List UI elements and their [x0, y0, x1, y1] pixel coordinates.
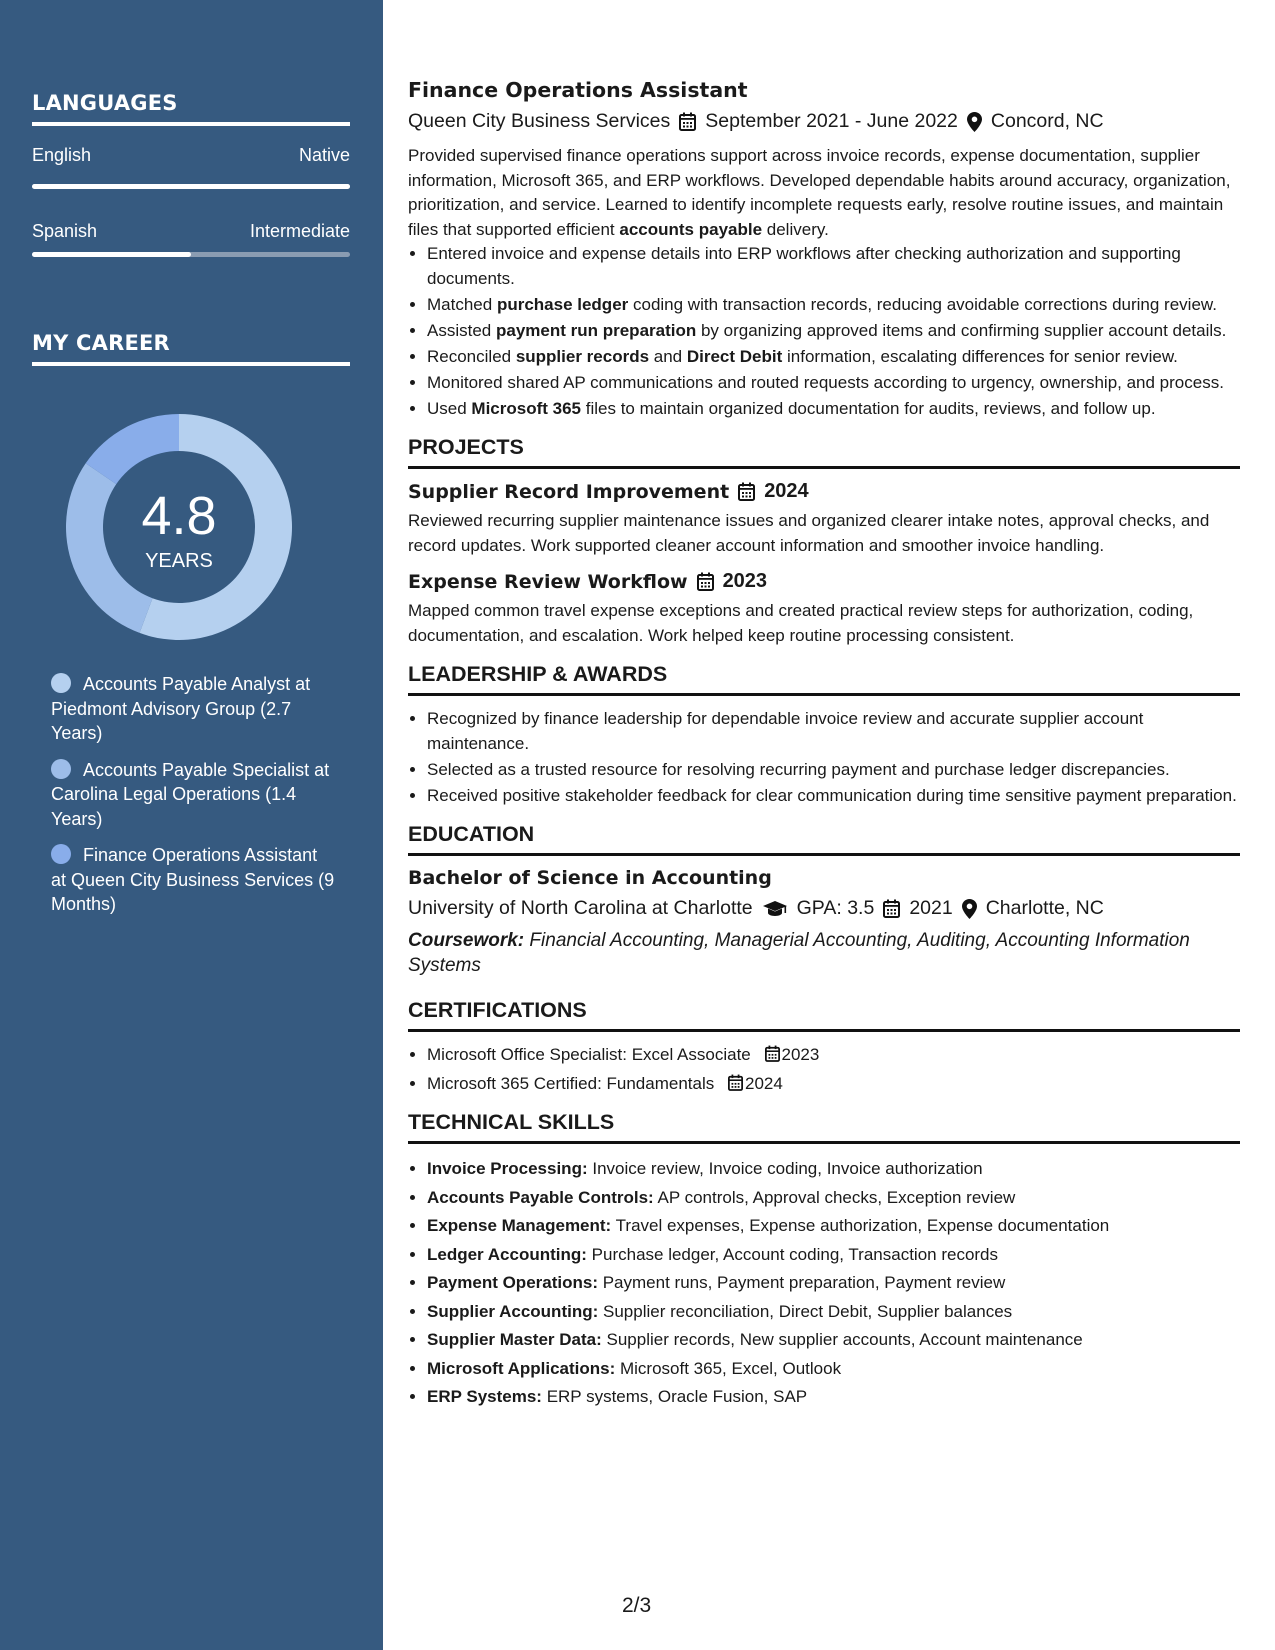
certification-name: Microsoft 365 Certified: Fundamentals: [427, 1073, 715, 1093]
skill-category: ERP Systems:: [427, 1387, 542, 1406]
education-meta: [408, 897, 1240, 920]
calendar-icon: [765, 1045, 780, 1062]
language-row-english: [32, 145, 350, 166]
career-item: [51, 843, 336, 917]
bullet-text: information, escalating differences for senior review.: [782, 346, 1178, 366]
job-dates: September 2021 - June 2022: [705, 110, 958, 132]
calendar-icon: [728, 1074, 743, 1091]
language-bar-english: [32, 184, 350, 189]
company-name: Queen City Business Services: [408, 110, 671, 132]
skill-category: Microsoft Applications:: [427, 1358, 616, 1378]
skill-category: Expense Management:: [427, 1216, 612, 1235]
skill-item: [427, 1298, 1240, 1325]
skill-item: [427, 1269, 1240, 1296]
skill-item: [427, 1212, 1240, 1239]
calendar-icon: [679, 112, 696, 131]
bullet-text: Entered invoice and expense details into ERP workflows after checking authorization and supporting documents.: [427, 244, 1181, 288]
bullet-text: and: [649, 346, 687, 366]
job-meta: [408, 110, 1240, 133]
language-level: Intermediate: [249, 221, 350, 241]
location-pin-icon: [962, 899, 977, 919]
job-bullet: [427, 371, 1240, 396]
calendar-icon: [697, 572, 714, 591]
job-bullet: [427, 345, 1240, 370]
skill-values: AP controls, Approval checks, Exception review: [653, 1187, 1016, 1207]
skill-values: Purchase ledger, Account coding, Transaction records: [586, 1244, 999, 1264]
leadership-list: [408, 707, 1240, 808]
skills-heading: TECHNICAL SKILLS: [408, 1110, 1240, 1144]
skill-category: Supplier Master Data:: [427, 1330, 602, 1349]
bullet-keyword: payment run preparation: [495, 320, 697, 340]
project-title-row: [408, 480, 1240, 503]
bullet-text: Monitored shared AP communications and routed requests according to urgency, ownership, and process.: [427, 372, 1224, 392]
career-heading: MY CAREER: [32, 331, 350, 366]
skill-item: [427, 1383, 1240, 1410]
project-title-row: [408, 570, 1240, 593]
page-number: 2/3: [622, 1594, 652, 1617]
bullet-text: Matched: [427, 294, 497, 314]
bullet-keyword: purchase ledger: [496, 294, 629, 314]
summary-text: Provided supervised finance operations support across invoice records, expense documentation, supplier information, Microsoft 365, and ERP workflows. Developed dependable habits around accuracy, organization, prioritization, and service. Learned to identify incomplete requests early, resolve routine issues, and maintain files that supported efficient: [408, 146, 1231, 239]
language-level: Native: [298, 145, 350, 165]
leadership-item: • Recognized by finance leadership for dependable invoice review and accurate supplier account maintenance.: [427, 707, 1240, 756]
certification-list: [408, 1043, 1240, 1096]
graduation-year: 2021: [909, 897, 953, 919]
bullet-text: Reconciled: [427, 346, 516, 366]
certification-item: [427, 1072, 1240, 1097]
career-dot-icon: [51, 759, 71, 779]
job-bullet: [427, 397, 1240, 422]
skill-item: [427, 1155, 1240, 1182]
projects-heading: PROJECTS: [408, 435, 1240, 469]
skill-category: Supplier Accounting:: [427, 1301, 599, 1321]
bullet-keyword: Microsoft 365: [471, 398, 582, 418]
bullet-text: Assisted: [427, 320, 496, 340]
language-bar-spanish: [32, 252, 350, 257]
project-description: Reviewed recurring supplier maintenance issues and organized clearer intake notes, approval checks, and record updates. Work supported cleaner account information and smoother invoice handling.: [408, 511, 1210, 555]
skill-values: Supplier records, New supplier accounts, Account maintenance: [601, 1330, 1083, 1349]
graduation-cap-icon: [762, 900, 788, 918]
main-content: [408, 78, 1240, 1412]
location-pin-icon: [967, 112, 982, 132]
language-row-spanish: [32, 221, 350, 242]
job-bullet: [427, 319, 1240, 344]
career-dot-icon: [51, 844, 71, 864]
certification-year: 2024: [744, 1073, 783, 1093]
skill-category: Payment Operations:: [427, 1273, 598, 1292]
skill-category: Ledger Accounting:: [427, 1244, 587, 1264]
leadership-heading: LEADERSHIP & AWARDS: [408, 662, 1240, 696]
project-year: 2023: [722, 570, 768, 592]
career-item-label: Accounts Payable Analyst at Piedmont Advisory Group (2.7 Years): [51, 674, 311, 743]
gpa: GPA: 3.5: [796, 897, 875, 919]
career-item-label: Accounts Payable Specialist at Carolina Legal Operations (1.4 Years): [51, 759, 330, 829]
skill-item: [427, 1184, 1240, 1211]
career-item-label: Finance Operations Assistant at Queen City Business Services (9 Months): [51, 845, 335, 914]
degree-title: Bachelor of Science in Accounting: [408, 867, 772, 889]
job-bullet: [427, 242, 1240, 291]
leadership-item: • Received positive stakeholder feedback for clear communication during time sensitive payment preparation.: [427, 784, 1240, 809]
leadership-item: • Selected as a trusted resource for resolving recurring payment and purchase ledger discrepancies.: [427, 758, 1240, 783]
skill-values: Travel expenses, Expense authorization, Expense documentation: [611, 1216, 1110, 1235]
project-title: Supplier Record Improvement: [408, 480, 730, 503]
career-legend: [51, 672, 336, 929]
language-name: English: [32, 145, 92, 165]
career-total-years: 4.8: [141, 486, 217, 546]
certifications-heading: CERTIFICATIONS: [408, 998, 1240, 1032]
project-title: Expense Review Workflow: [408, 570, 688, 593]
skill-category: Invoice Processing:: [427, 1159, 588, 1178]
education-heading: EDUCATION: [408, 822, 1240, 856]
job-summary: [408, 144, 1240, 242]
language-name: Spanish: [32, 221, 98, 241]
career-total-unit: YEARS: [145, 550, 213, 572]
language-bar-fill: [32, 252, 191, 257]
summary-text: delivery.: [762, 219, 829, 239]
skill-values: Invoice review, Invoice coding, Invoice authorization: [587, 1159, 983, 1178]
project-description: Mapped common travel expense exceptions and created practical review steps for authorization, coding, documentation, and escalation. Work helped keep routine processing consistent.: [408, 601, 1194, 645]
bullet-text: files to maintain organized documentation for audits, reviews, and follow up.: [581, 398, 1156, 418]
coursework: [408, 929, 1240, 978]
bullet-text: by organizing approved items and confirming supplier account details.: [696, 320, 1227, 340]
language-bar-fill: [32, 184, 350, 189]
sidebar: [0, 0, 383, 1650]
school-name: University of North Carolina at Charlotte: [408, 897, 753, 919]
coursework-list: Financial Accounting, Managerial Accounting, Auditing, Accounting Information Systems: [408, 930, 1190, 976]
bullet-text: Used: [427, 398, 472, 418]
skill-item: [427, 1241, 1240, 1268]
calendar-icon: [883, 899, 900, 918]
coursework-label: Coursework:: [408, 930, 525, 951]
certification-name: Microsoft Office Specialist: Excel Associate: [427, 1045, 751, 1064]
skill-item: [427, 1326, 1240, 1353]
project-year: 2024: [764, 480, 809, 502]
career-dot-icon: [51, 673, 71, 693]
calendar-icon: [738, 482, 755, 501]
school-location: Charlotte, NC: [985, 897, 1104, 919]
skill-values: Supplier reconciliation, Direct Debit, Supplier balances: [598, 1301, 1013, 1321]
bullet-text: coding with transaction records, reducing avoidable corrections during review.: [628, 294, 1217, 314]
job-title: Finance Operations Assistant: [408, 78, 748, 102]
skill-values: Payment runs, Payment preparation, Payment review: [598, 1273, 1006, 1292]
skill-category: Accounts Payable Controls:: [427, 1187, 654, 1207]
languages-heading: LANGUAGES: [32, 91, 350, 126]
skill-values: Microsoft 365, Excel, Outlook: [615, 1358, 842, 1378]
job-location: Concord, NC: [990, 110, 1104, 132]
certification-year: 2023: [781, 1045, 820, 1064]
job-bullets: [408, 242, 1240, 421]
bullet-keyword: Direct Debit: [686, 346, 783, 366]
skill-item: [427, 1355, 1240, 1382]
career-item: [51, 672, 336, 746]
skill-values: ERP systems, Oracle Fusion, SAP: [541, 1387, 808, 1406]
skills-list: [408, 1155, 1240, 1410]
certification-item: [427, 1043, 1240, 1068]
summary-keyword: accounts payable: [619, 219, 763, 239]
career-item: [51, 758, 336, 832]
job-bullet: [427, 293, 1240, 318]
bullet-keyword: supplier records: [515, 346, 650, 366]
